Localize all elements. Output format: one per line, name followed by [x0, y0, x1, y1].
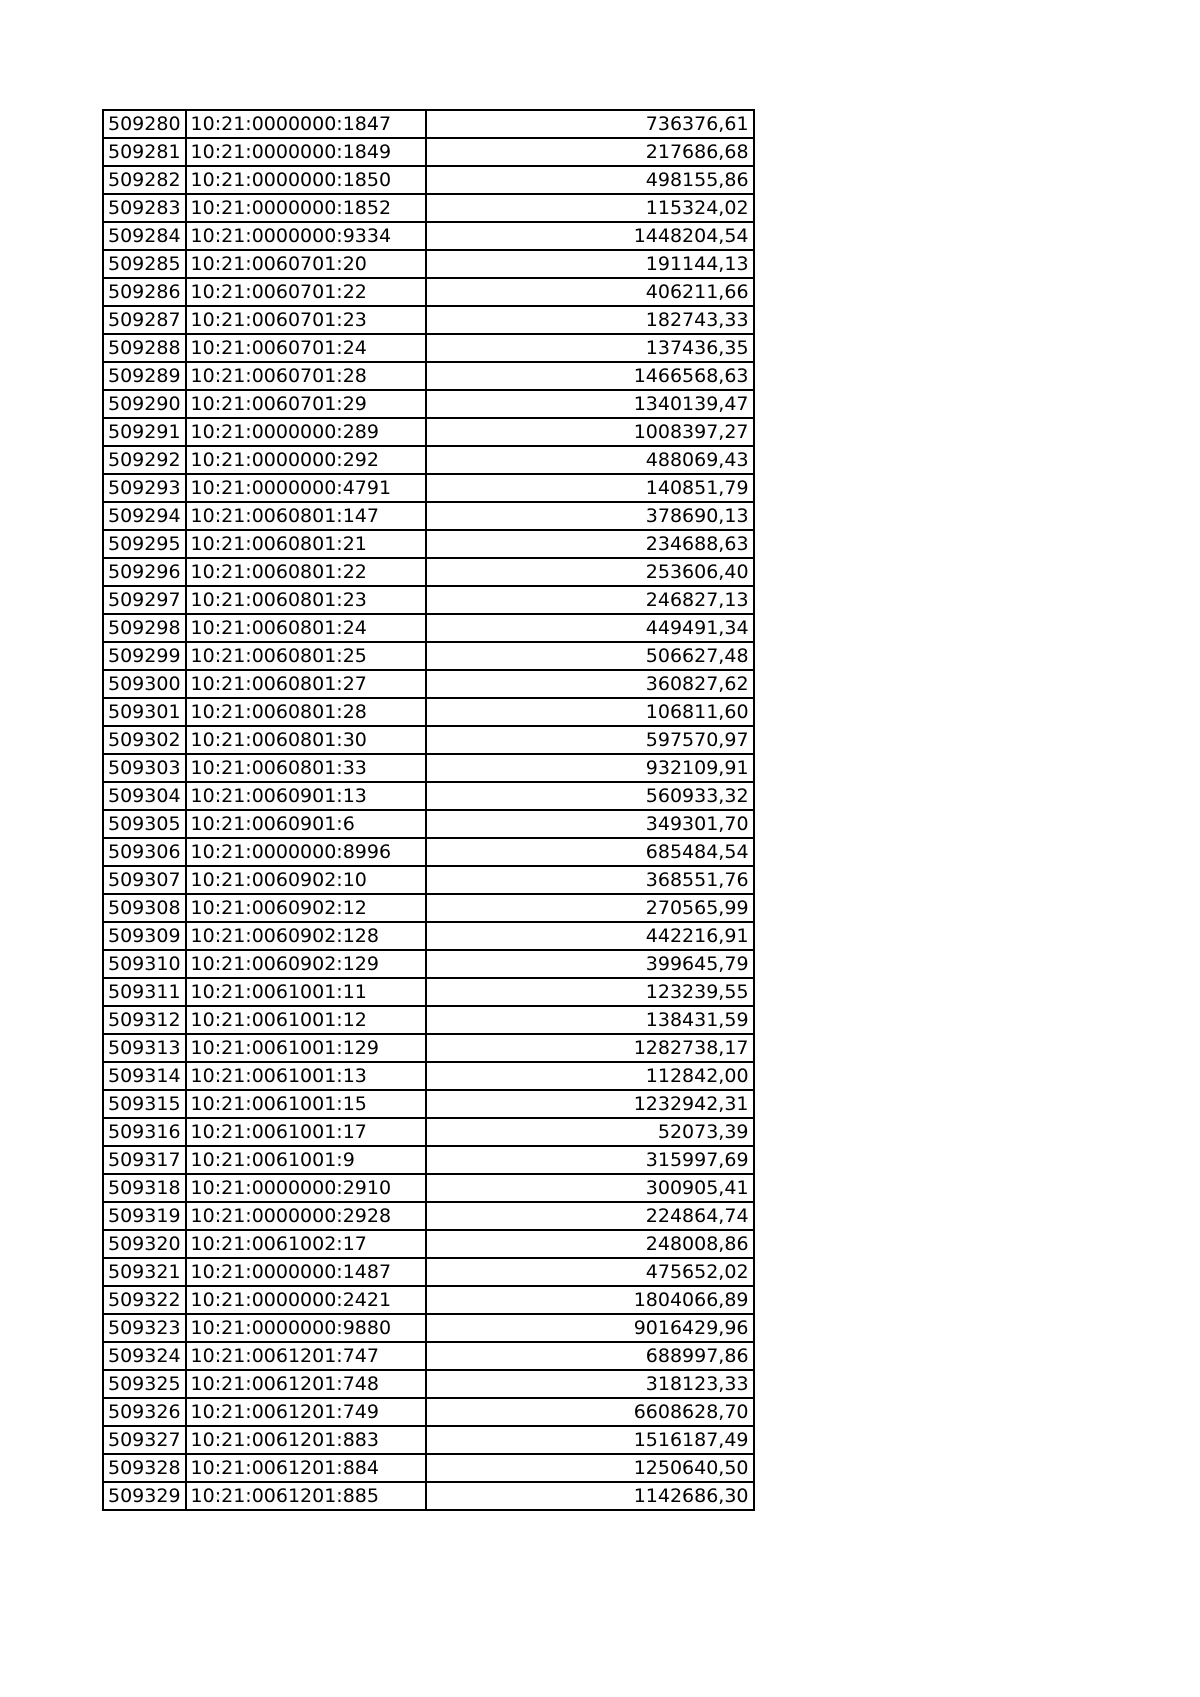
row-id-cell: 509303: [103, 754, 186, 782]
cadastral-number-cell: 10:21:0060701:20: [186, 250, 426, 278]
cadastral-number-cell: 10:21:0061201:748: [186, 1370, 426, 1398]
value-cell: 442216,91: [426, 922, 754, 950]
row-id-cell: 509312: [103, 1006, 186, 1034]
row-id-cell: 509293: [103, 474, 186, 502]
value-cell: 52073,39: [426, 1118, 754, 1146]
row-id-cell: 509327: [103, 1426, 186, 1454]
row-id-cell: 509289: [103, 362, 186, 390]
row-id-cell: 509288: [103, 334, 186, 362]
value-cell: 506627,48: [426, 642, 754, 670]
row-id-cell: 509309: [103, 922, 186, 950]
cadastral-number-cell: 10:21:0060902:12: [186, 894, 426, 922]
cadastral-number-cell: 10:21:0061001:13: [186, 1062, 426, 1090]
row-id-cell: 509292: [103, 446, 186, 474]
row-id-cell: 509297: [103, 586, 186, 614]
row-id-cell: 509295: [103, 530, 186, 558]
cadastral-number-cell: 10:21:0060901:13: [186, 782, 426, 810]
cadastral-number-cell: 10:21:0061201:884: [186, 1454, 426, 1482]
row-id-cell: 509294: [103, 502, 186, 530]
table-body: [103, 110, 754, 1510]
row-id-cell: 509302: [103, 726, 186, 754]
cadastral-number-cell: 10:21:0000000:2910: [186, 1174, 426, 1202]
value-cell: 1804066,89: [426, 1286, 754, 1314]
cadastral-number-cell: 10:21:0060801:30: [186, 726, 426, 754]
value-cell: 270565,99: [426, 894, 754, 922]
table-row: [103, 1146, 754, 1174]
table-row: [103, 530, 754, 558]
table-row: [103, 698, 754, 726]
value-cell: 182743,33: [426, 306, 754, 334]
row-id-cell: 509290: [103, 390, 186, 418]
value-cell: 253606,40: [426, 558, 754, 586]
row-id-cell: 509296: [103, 558, 186, 586]
cadastral-number-cell: 10:21:0061001:12: [186, 1006, 426, 1034]
row-id-cell: 509315: [103, 1090, 186, 1118]
row-id-cell: 509311: [103, 978, 186, 1006]
cadastral-number-cell: 10:21:0060801:27: [186, 670, 426, 698]
table-row: [103, 1174, 754, 1202]
table-row: [103, 614, 754, 642]
row-id-cell: 509287: [103, 306, 186, 334]
cadastral-number-cell: 10:21:0000000:8996: [186, 838, 426, 866]
table-row: [103, 642, 754, 670]
value-cell: 597570,97: [426, 726, 754, 754]
row-id-cell: 509301: [103, 698, 186, 726]
value-cell: 224864,74: [426, 1202, 754, 1230]
row-id-cell: 509310: [103, 950, 186, 978]
row-id-cell: 509291: [103, 418, 186, 446]
table-row: [103, 1482, 754, 1510]
row-id-cell: 509323: [103, 1314, 186, 1342]
row-id-cell: 509283: [103, 194, 186, 222]
value-cell: 349301,70: [426, 810, 754, 838]
table-row: [103, 334, 754, 362]
value-cell: 1516187,49: [426, 1426, 754, 1454]
value-cell: 300905,41: [426, 1174, 754, 1202]
table-row: [103, 1118, 754, 1146]
row-id-cell: 509304: [103, 782, 186, 810]
cadastral-number-cell: 10:21:0060701:28: [186, 362, 426, 390]
table-row: [103, 782, 754, 810]
row-id-cell: 509284: [103, 222, 186, 250]
row-id-cell: 509326: [103, 1398, 186, 1426]
value-cell: 360827,62: [426, 670, 754, 698]
cadastral-number-cell: 10:21:0060902:129: [186, 950, 426, 978]
table-row: [103, 390, 754, 418]
table-row: [103, 166, 754, 194]
row-id-cell: 509282: [103, 166, 186, 194]
value-cell: 1282738,17: [426, 1034, 754, 1062]
cadastral-number-cell: 10:21:0061001:11: [186, 978, 426, 1006]
table-row: [103, 726, 754, 754]
row-id-cell: 509306: [103, 838, 186, 866]
cadastral-number-cell: 10:21:0000000:1847: [186, 110, 426, 138]
value-cell: 498155,86: [426, 166, 754, 194]
value-cell: 1466568,63: [426, 362, 754, 390]
value-cell: 9016429,96: [426, 1314, 754, 1342]
value-cell: 406211,66: [426, 278, 754, 306]
value-cell: 138431,59: [426, 1006, 754, 1034]
cadastral-number-cell: 10:21:0000000:1850: [186, 166, 426, 194]
table-row: [103, 978, 754, 1006]
value-cell: 112842,00: [426, 1062, 754, 1090]
table-row: [103, 278, 754, 306]
table-row: [103, 558, 754, 586]
row-id-cell: 509318: [103, 1174, 186, 1202]
table-row: [103, 362, 754, 390]
value-cell: 1232942,31: [426, 1090, 754, 1118]
cadastral-number-cell: 10:21:0000000:292: [186, 446, 426, 474]
cadastral-number-cell: 10:21:0000000:289: [186, 418, 426, 446]
cadastral-number-cell: 10:21:0060901:6: [186, 810, 426, 838]
value-cell: 234688,63: [426, 530, 754, 558]
cadastral-number-cell: 10:21:0000000:1487: [186, 1258, 426, 1286]
value-cell: 246827,13: [426, 586, 754, 614]
cadastral-number-cell: 10:21:0060801:21: [186, 530, 426, 558]
row-id-cell: 509329: [103, 1482, 186, 1510]
row-id-cell: 509321: [103, 1258, 186, 1286]
table-row: [103, 446, 754, 474]
cadastral-number-cell: 10:21:0061001:17: [186, 1118, 426, 1146]
value-cell: 688997,86: [426, 1342, 754, 1370]
cadastral-number-cell: 10:21:0061201:747: [186, 1342, 426, 1370]
cadastral-number-cell: 10:21:0060801:147: [186, 502, 426, 530]
table-row: [103, 250, 754, 278]
table-row: [103, 1034, 754, 1062]
cadastral-number-cell: 10:21:0060801:25: [186, 642, 426, 670]
cadastral-number-cell: 10:21:0060801:22: [186, 558, 426, 586]
cadastral-number-cell: 10:21:0060801:23: [186, 586, 426, 614]
cadastral-number-cell: 10:21:0060701:22: [186, 278, 426, 306]
row-id-cell: 509300: [103, 670, 186, 698]
cadastral-number-cell: 10:21:0060801:28: [186, 698, 426, 726]
table-row: [103, 306, 754, 334]
cadastral-number-cell: 10:21:0060902:128: [186, 922, 426, 950]
cadastral-number-cell: 10:21:0061001:9: [186, 1146, 426, 1174]
value-cell: 137436,35: [426, 334, 754, 362]
row-id-cell: 509285: [103, 250, 186, 278]
value-cell: 736376,61: [426, 110, 754, 138]
cadastral-number-cell: 10:21:0060701:29: [186, 390, 426, 418]
row-id-cell: 509308: [103, 894, 186, 922]
cadastral-number-cell: 10:21:0061002:17: [186, 1230, 426, 1258]
value-cell: 191144,13: [426, 250, 754, 278]
row-id-cell: 509324: [103, 1342, 186, 1370]
table-row: [103, 1202, 754, 1230]
table-row: [103, 1370, 754, 1398]
cadastral-number-cell: 10:21:0061001:129: [186, 1034, 426, 1062]
value-cell: 1142686,30: [426, 1482, 754, 1510]
table-row: [103, 1454, 754, 1482]
table-row: [103, 866, 754, 894]
table-row: [103, 138, 754, 166]
table-row: [103, 474, 754, 502]
table-row: [103, 1258, 754, 1286]
value-cell: 560933,32: [426, 782, 754, 810]
table-row: [103, 222, 754, 250]
value-cell: 1448204,54: [426, 222, 754, 250]
cadastral-number-cell: 10:21:0000000:2928: [186, 1202, 426, 1230]
value-cell: 1250640,50: [426, 1454, 754, 1482]
cadastral-number-cell: 10:21:0060902:10: [186, 866, 426, 894]
row-id-cell: 509320: [103, 1230, 186, 1258]
cadastral-number-cell: 10:21:0000000:2421: [186, 1286, 426, 1314]
value-cell: 123239,55: [426, 978, 754, 1006]
table-row: [103, 894, 754, 922]
cadastral-number-cell: 10:21:0000000:1852: [186, 194, 426, 222]
value-cell: 115324,02: [426, 194, 754, 222]
row-id-cell: 509305: [103, 810, 186, 838]
table-row: [103, 1230, 754, 1258]
value-cell: 217686,68: [426, 138, 754, 166]
table-row: [103, 1426, 754, 1454]
cadastral-number-cell: 10:21:0061201:885: [186, 1482, 426, 1510]
row-id-cell: 509317: [103, 1146, 186, 1174]
cadastral-number-cell: 10:21:0061201:749: [186, 1398, 426, 1426]
table-row: [103, 1006, 754, 1034]
cadastral-number-cell: 10:21:0061001:15: [186, 1090, 426, 1118]
data-table: [102, 109, 755, 1511]
row-id-cell: 509281: [103, 138, 186, 166]
row-id-cell: 509314: [103, 1062, 186, 1090]
table-row: [103, 838, 754, 866]
cadastral-number-cell: 10:21:0060801:33: [186, 754, 426, 782]
table-row: [103, 670, 754, 698]
table-row: [103, 1062, 754, 1090]
cadastral-number-cell: 10:21:0060801:24: [186, 614, 426, 642]
value-cell: 106811,60: [426, 698, 754, 726]
cadastral-number-cell: 10:21:0000000:1849: [186, 138, 426, 166]
table-row: [103, 502, 754, 530]
value-cell: 488069,43: [426, 446, 754, 474]
value-cell: 399645,79: [426, 950, 754, 978]
row-id-cell: 509299: [103, 642, 186, 670]
cadastral-number-cell: 10:21:0060701:24: [186, 334, 426, 362]
table-row: [103, 1286, 754, 1314]
row-id-cell: 509286: [103, 278, 186, 306]
value-cell: 248008,86: [426, 1230, 754, 1258]
value-cell: 140851,79: [426, 474, 754, 502]
value-cell: 1340139,47: [426, 390, 754, 418]
value-cell: 685484,54: [426, 838, 754, 866]
row-id-cell: 509325: [103, 1370, 186, 1398]
table-row: [103, 110, 754, 138]
table-row: [103, 1314, 754, 1342]
table-row: [103, 810, 754, 838]
table-row: [103, 586, 754, 614]
cadastral-number-cell: 10:21:0000000:9334: [186, 222, 426, 250]
row-id-cell: 509319: [103, 1202, 186, 1230]
table-row: [103, 418, 754, 446]
table-row: [103, 754, 754, 782]
cadastral-number-cell: 10:21:0061201:883: [186, 1426, 426, 1454]
table-row: [103, 1342, 754, 1370]
row-id-cell: 509313: [103, 1034, 186, 1062]
table-row: [103, 1398, 754, 1426]
cadastral-number-cell: 10:21:0000000:4791: [186, 474, 426, 502]
table-row: [103, 194, 754, 222]
row-id-cell: 509328: [103, 1454, 186, 1482]
value-cell: 315997,69: [426, 1146, 754, 1174]
table-row: [103, 922, 754, 950]
table-row: [103, 1090, 754, 1118]
cadastral-number-cell: 10:21:0000000:9880: [186, 1314, 426, 1342]
row-id-cell: 509307: [103, 866, 186, 894]
value-cell: 475652,02: [426, 1258, 754, 1286]
value-cell: 378690,13: [426, 502, 754, 530]
value-cell: 6608628,70: [426, 1398, 754, 1426]
table-row: [103, 950, 754, 978]
value-cell: 1008397,27: [426, 418, 754, 446]
value-cell: 318123,33: [426, 1370, 754, 1398]
row-id-cell: 509298: [103, 614, 186, 642]
row-id-cell: 509280: [103, 110, 186, 138]
value-cell: 368551,76: [426, 866, 754, 894]
value-cell: 932109,91: [426, 754, 754, 782]
row-id-cell: 509316: [103, 1118, 186, 1146]
cadastral-number-cell: 10:21:0060701:23: [186, 306, 426, 334]
value-cell: 449491,34: [426, 614, 754, 642]
row-id-cell: 509322: [103, 1286, 186, 1314]
